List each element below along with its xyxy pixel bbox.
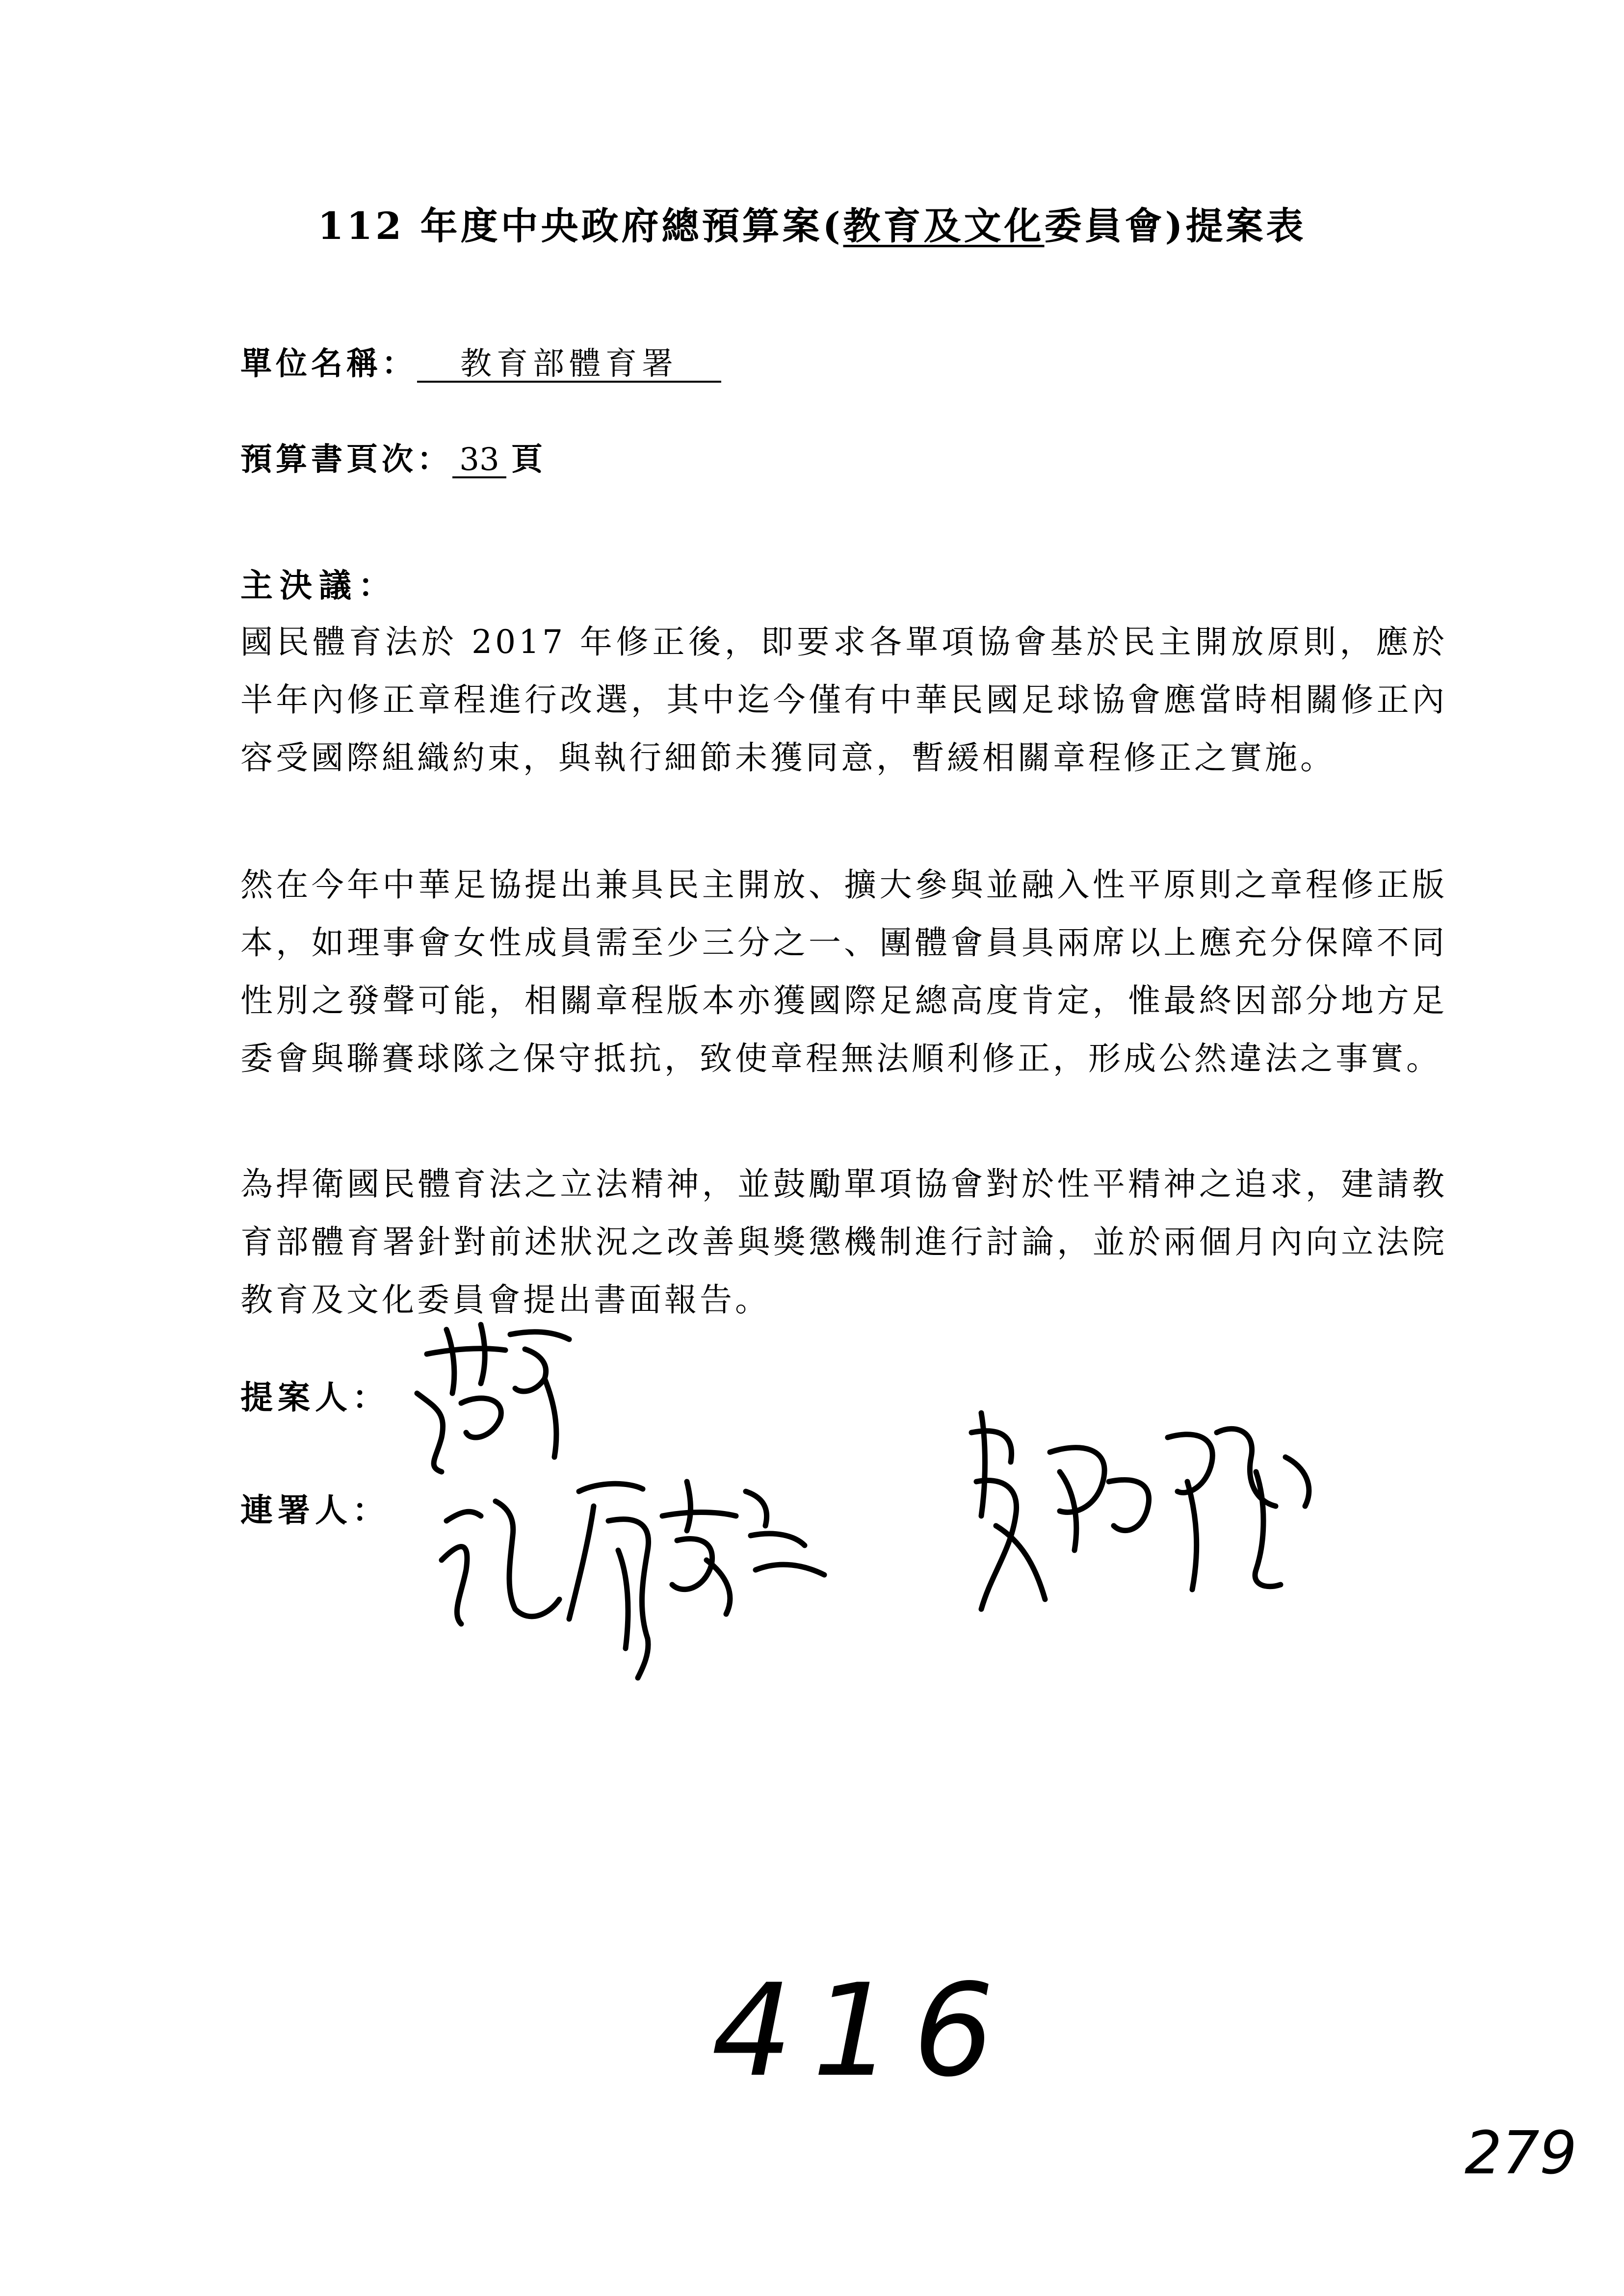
unit-name-label: 單位名稱： — [240, 345, 417, 382]
resolution-heading: 主決議： — [240, 566, 397, 604]
unit-name-value: 教育部體育署 — [417, 348, 721, 383]
budget-page-field — [240, 434, 543, 479]
handwritten-number: 416 — [711, 1957, 1014, 2105]
resolution-paragraph-1: 國民體育法於 2017 年修正後，即要求各單項協會基於民主開放原則，應於半年內修正章程進行改選，其中迄今僅有中華民國足球協會應當時相關修正內容受國際組織約束，與執行細節未獲同意，暫緩相關章程修正之實施。 — [240, 623, 1447, 777]
document-title — [0, 196, 1624, 250]
budget-page-suffix: 頁 — [511, 441, 543, 478]
page-number: 279 — [1465, 2119, 1577, 2188]
cosigner-signature-1 — [432, 1462, 873, 1717]
proposer-signature — [407, 1320, 584, 1482]
resolution-paragraph-3: 為捍衛國民體育法之立法精神，並鼓勵單項協會對於性平精神之追求，建請教育部體育署針對前述狀況之改善與獎懲機制進行討論，並於兩個月內向立法院教育及文化委員會提出書面報告。 — [240, 1165, 1447, 1319]
title-prefix: 112 年度中央政府總預算案( — [317, 204, 843, 248]
budget-page-label: 預算書頁次： — [240, 441, 452, 478]
cosigner-label: 連署人： — [240, 1491, 390, 1529]
budget-page-value: 33 — [452, 444, 506, 478]
title-committee-underlined: 教育及文化 — [843, 204, 1045, 248]
proposer-label: 提案人： — [240, 1378, 390, 1416]
resolution-paragraph-2: 然在今年中華足協提出兼具民主開放、擴大參與並融入性平原則之章程修正版本，如理事會女性成員需至少三分之一、團體會員具兩席以上應充分保障不同性別之發聲可能，相關章程版本亦獲國際足總高度肯定，惟最終因部分地方足委會與聯賽球隊之保守抵抗，致使章程無法順利修正，形成公然違法之事實。 — [240, 866, 1447, 1077]
title-suffix: 委員會)提案表 — [1044, 204, 1307, 248]
cosigner-signature-2 — [962, 1403, 1335, 1629]
unit-name-field — [240, 339, 721, 384]
